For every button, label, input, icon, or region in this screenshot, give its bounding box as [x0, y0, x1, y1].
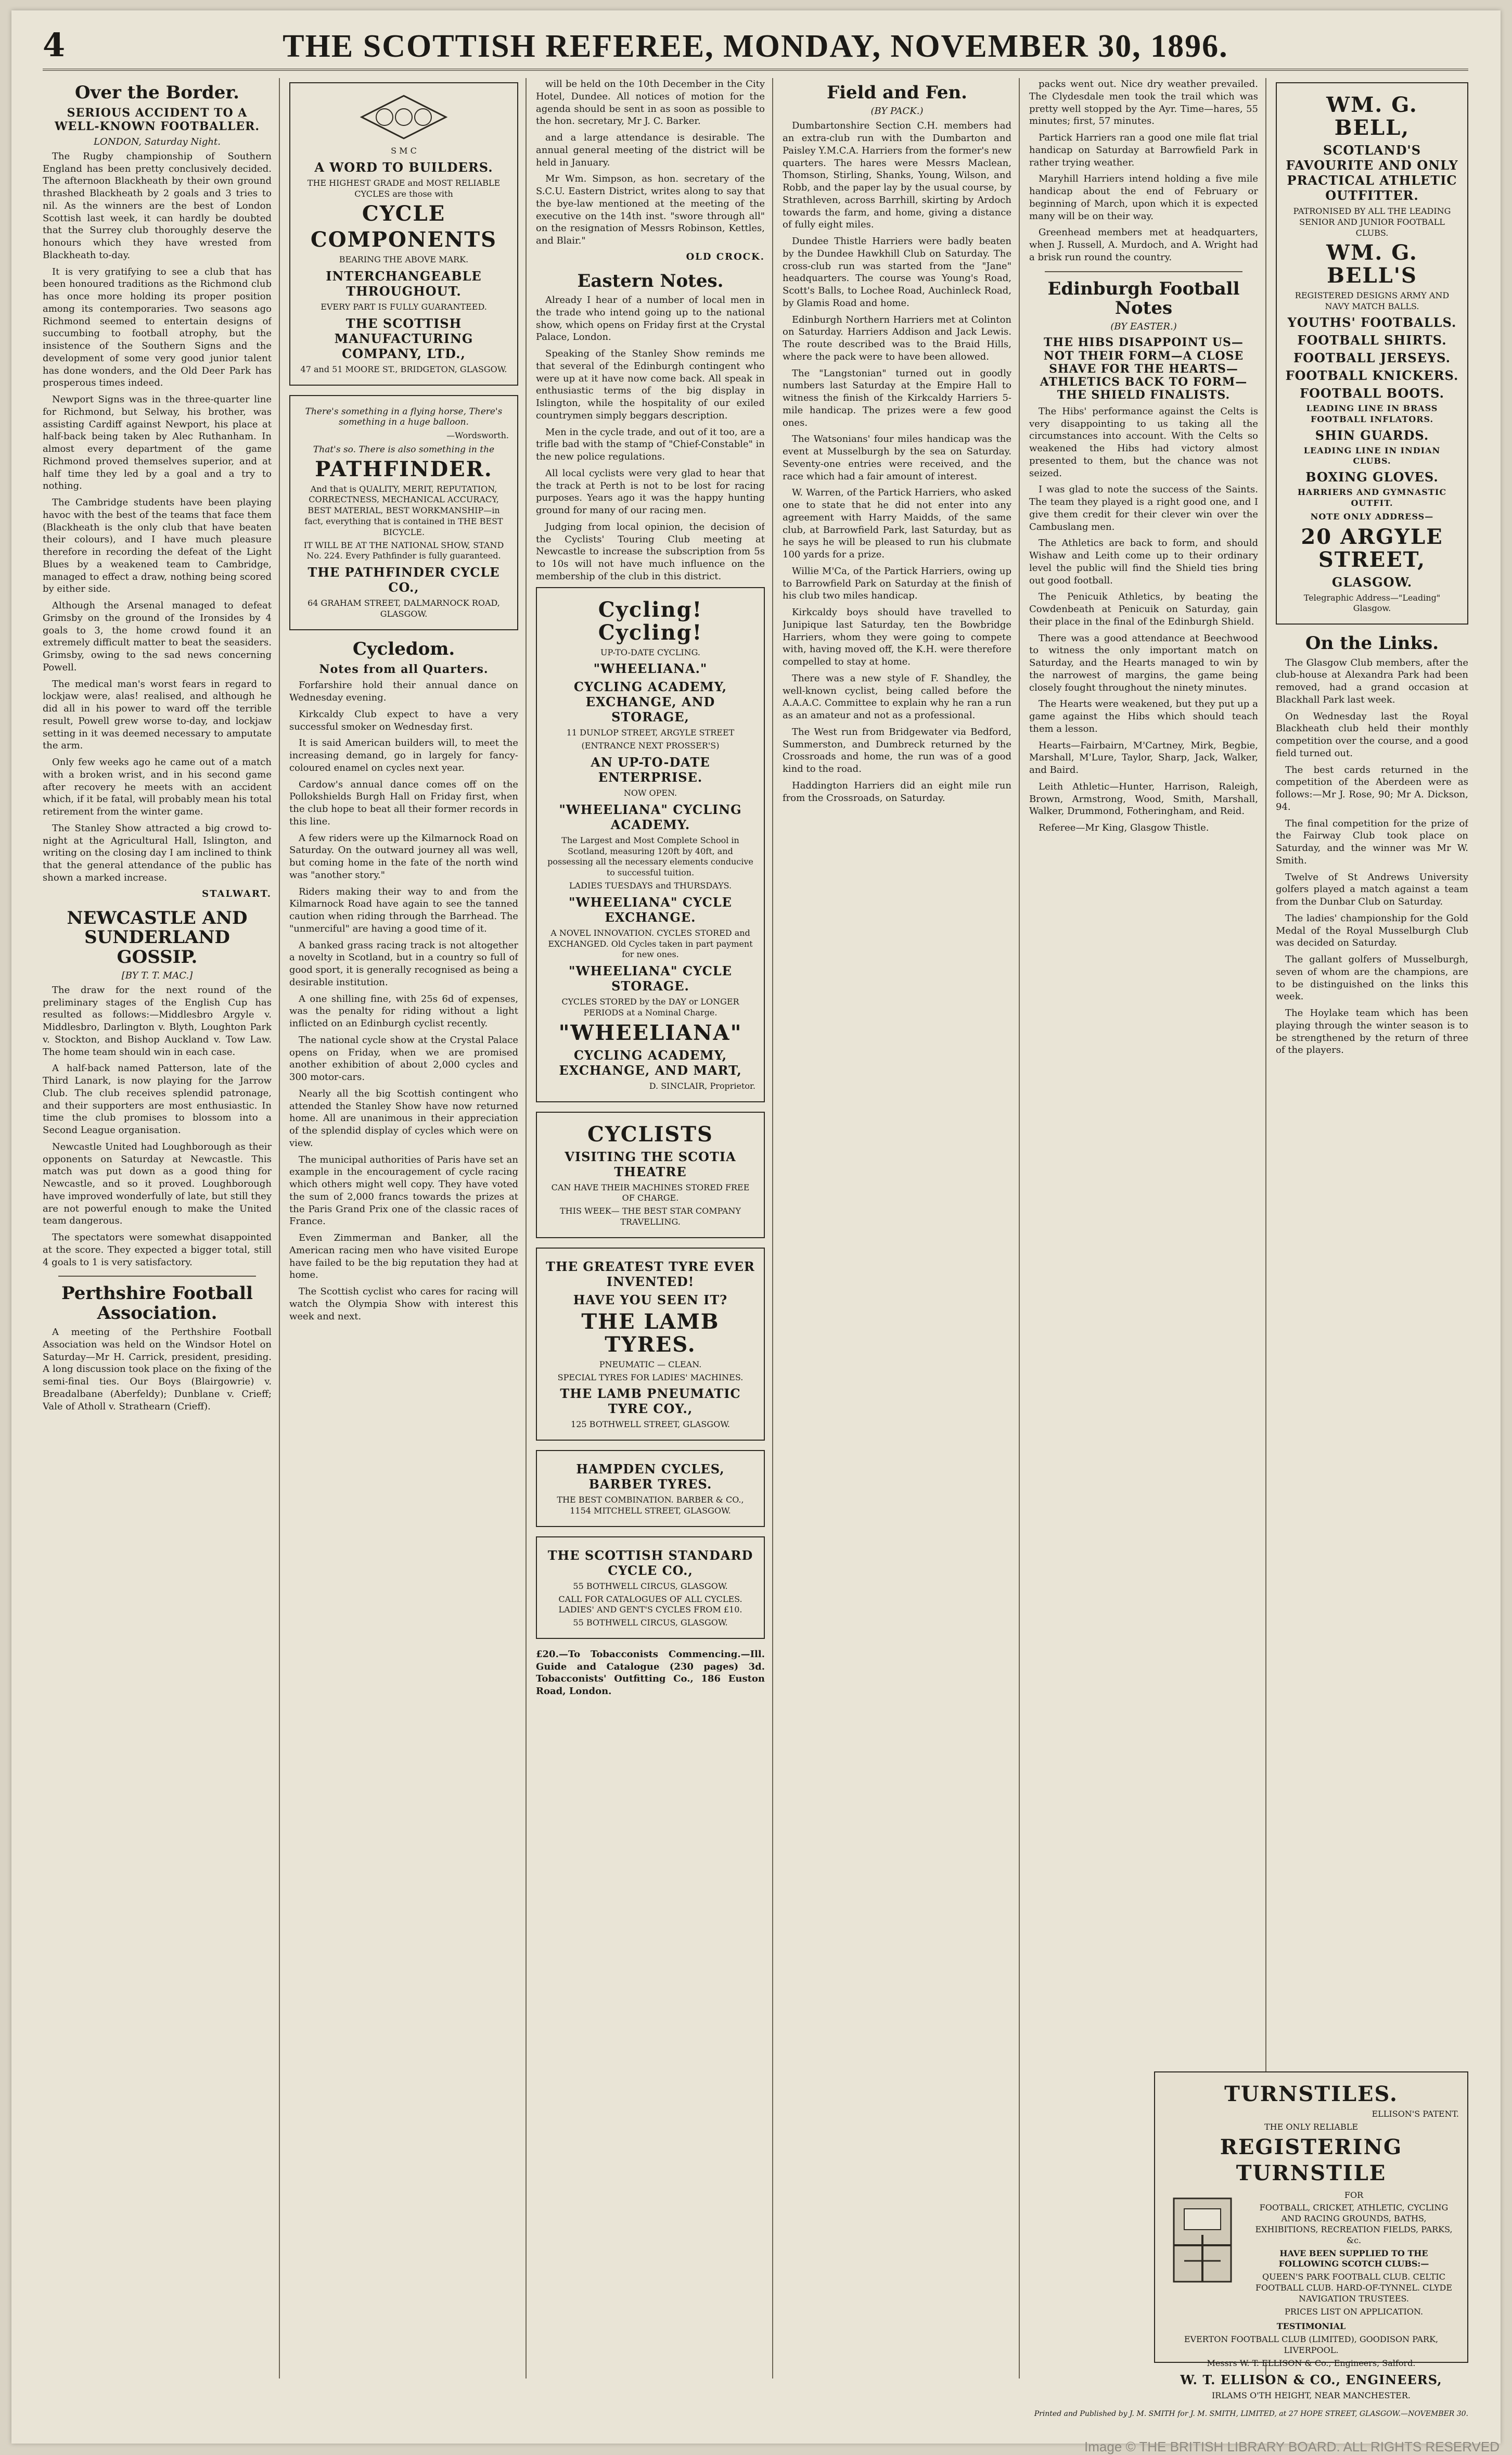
ad-text: And that is QUALITY, MERIT, REPUTATION, CORRECTNESS, MECHANICAL ACCURACY, BEST MATERIAL, BEST WORKMANSHIP—in fact, everything that is contained in THE BEST BICYCLE.	[304, 484, 503, 537]
ad-product: LEADING LINE IN BRASS FOOTBALL INFLATORS.	[1306, 403, 1438, 424]
paragraph: The Scottish cyclist who cares for racing will watch the Olympia Show with interest this week and next.	[289, 1286, 518, 1322]
article-subheading: THE HIBS DISAPPOINT US—NOT THEIR FORM—A CLOSE SHAVE FOR THE HEARTS—ATHLETICS BACK TO FORM—THE SHIELD FINALISTS.	[1040, 336, 1248, 402]
paragraph: Edinburgh Northern Harriers met at Colinton on Saturday. Harriers Addison and Jack Lewis. The route described was to the Braid Hills, where the pack were to have been allowed.	[783, 314, 1011, 362]
article-heading: Field and Fen.	[826, 82, 968, 103]
ad-text: QUEEN'S PARK FOOTBALL CLUB. CELTIC FOOTBALL CLUB. HARD-OF-TYNNEL. CLYDE NAVIGATION TRUSTEES.	[1255, 2272, 1453, 2304]
column-6	[1276, 78, 1468, 2056]
ad-quote-attribution: —Wordsworth.	[446, 430, 509, 440]
paragraph: Partick Harriers ran a good one mile flat trial handicap on Saturday at Barrowfield Park in rather trying weather.	[1029, 132, 1258, 168]
ad-address: 64 GRAHAM STREET, DALMARNOCK ROAD, GLASGOW.	[307, 598, 500, 619]
ad-headline: PATHFINDER.	[315, 456, 493, 481]
ad-text: THIS WEEK— THE BEST STAR COMPANY TRAVELLING.	[560, 1206, 741, 1227]
paragraph: The Stanley Show attracted a big crowd to-night at the Agricultural Hall, Islington, and writing on the closing day I am inclined to think that the general attendance of the public has shown a marked increase.	[43, 822, 272, 883]
ad-heading: "WHEELIANA" CYCLE STORAGE.	[569, 963, 732, 994]
ad-heading: VISITING THE SCOTIA THEATRE	[565, 1149, 736, 1179]
author-signature: OLD CROCK.	[686, 251, 765, 262]
paragraph: Referee—Mr King, Glasgow Thistle.	[1039, 822, 1209, 834]
article-heading: Eastern Notes.	[577, 270, 724, 291]
paragraph: Speaking of the Stanley Show reminds me that several of the Edinburgh contingent who were up at it have now come back. All speak in enthusiastic terms of the big display in Islington, while the hospitality of our exiled countrymen simply beggars description.	[536, 348, 765, 421]
ad-brand: "WHEELIANA."	[593, 661, 708, 677]
ad-address: 55 BOTHWELL CIRCUS, GLASGOW.	[573, 1618, 728, 1628]
byline: (BY PACK.)	[870, 106, 924, 117]
paragraph: Dundee Thistle Harriers were badly beaten by the Dundee Hawkhill Club on Saturday. The cross-club run was started from the "Jane" headquarters. The course was Young's Road, Scott's Balls, to Lochee Road, Auchinleck Road, by Glamis Road and home.	[783, 236, 1011, 309]
standard-cycle-advertisement	[536, 1536, 765, 1639]
paragraph: The final competition for the prize of the Fairway Club took place on Saturday, and the winner was Mr W. Smith.	[1276, 818, 1468, 866]
ad-text: SPECIAL TYRES FOR LADIES' MACHINES.	[557, 1372, 744, 1382]
ad-text: PATRONISED BY ALL THE LEADING SENIOR AND JUNIOR FOOTBALL CLUBS.	[1293, 206, 1451, 238]
lamb-tyres-advertisement	[536, 1248, 765, 1441]
paragraph: and a large attendance is desirable. The annual general meeting of the district will be held in January.	[536, 132, 765, 168]
ad-company: THE LAMB PNEUMATIC TYRE COY.,	[560, 1386, 741, 1417]
ad-text: THE HIGHEST GRADE and MOST RELIABLE CYCLES are those with	[307, 177, 501, 199]
ad-product: FOOTBALL JERSEYS.	[1293, 350, 1451, 365]
ad-headline: REGISTERING	[1220, 2134, 1403, 2159]
column-5	[1029, 78, 1258, 2378]
ad-company: W. T. ELLISON & CO., ENGINEERS,	[1180, 2372, 1442, 2387]
printer-imprint: Printed and Published by J. M. SMITH for J. M. SMITH, LIMITED, at 27 HOPE STREET, GLASGOW.—NOVEMBER 30.	[1034, 2410, 1468, 2418]
paragraph: A one shilling fine, with 25s 6d of expenses, was the penalty for riding without a light inflicted on an Edinburgh cyclist recently.	[289, 993, 518, 1029]
ad-product: HARRIERS AND GYMNASTIC OUTFIT.	[1297, 487, 1447, 508]
paragraph: There was a good attendance at Beechwood to witness the only important match on Saturday, and the Hearts managed to win by the narrowest of margins, the game being closely fought throughout the ninety minutes.	[1029, 632, 1258, 693]
ad-address: 125 BOTHWELL STREET, GLASGOW.	[571, 1419, 730, 1430]
paragraph: The Hibs' performance against the Celts is very disappointing to us taking all the circumstances into account. With the Celts so weakened the Hibs had victory almost presented to them, but the chance was not seized.	[1029, 405, 1258, 479]
paragraph: Riders making their way to and from the Kilmarnock Road have again to see the tanned caution when riding through the Barrhead. The "unmerciful" are having a good time of it.	[289, 886, 518, 934]
newspaper-title: THE SCOTTISH REFEREE, MONDAY, NOVEMBER 30, 1896.	[283, 29, 1228, 64]
ad-headline: TURNSTILES.	[1224, 2082, 1398, 2106]
logo-text: S M C	[391, 146, 417, 156]
paragraph: Leith Athletic—Hunter, Harrison, Raleigh, Brown, Armstrong, Wood, Smith, Marshall, Walker, Drummond, Fotheringham, and Reid.	[1029, 781, 1258, 817]
paragraph: The Glasgow Club members, after the club-house at Alexandra Park had been removed, had a grand occasion at Blackhall Park last week.	[1276, 657, 1468, 705]
ad-address: IRLAMS O'TH HEIGHT, NEAR MANCHESTER.	[1211, 2390, 1411, 2400]
wheeliana-advertisement	[536, 587, 765, 1102]
paragraph: On Wednesday last the Royal Blackheath club held their monthly competition over the course, and a good field turned out.	[1276, 710, 1468, 759]
paragraph: The Athletics are back to form, and should Wishaw and Leith come up to their ordinary level the public will find the Shield ties bring out good football.	[1029, 538, 1258, 586]
scotia-advertisement	[536, 1112, 765, 1238]
ad-heading: THE GREATEST TYRE EVER INVENTED!	[546, 1258, 755, 1289]
paragraph: Kirkcaldy Club expect to have a very successful smoker on Wednesday first.	[289, 708, 518, 732]
paragraph: All local cyclists were very glad to hear that the track at Perth is not to be lost for racing purposes. Years ago it was the happy hunting ground for many of our racing men.	[536, 467, 765, 516]
ad-headline: WM. G. BELL,	[1326, 93, 1418, 140]
paragraph: Judging from local opinion, the decision of the Cyclists' Touring Club meeting at Newcastle to increase the subscription from 5s to 10s will not have much influence on the membership of the club in this district.	[536, 521, 765, 582]
column-3	[536, 78, 765, 2378]
classified-notice: £20.—To Tobacconists Commencing.—Ill. Guide and Catalogue (230 pages) 3d. Tobacconists' Outfitting Co., 186 Euston Road, London.	[536, 1648, 765, 1697]
ad-headline: THE LAMB TYRES.	[581, 1309, 720, 1357]
article-heading: Edinburgh Football Notes	[1047, 278, 1240, 319]
paragraph: The Rugby championship of Southern England has been pretty conclusively decided. The afternoon Blackheath by their own ground thrashed Blackheath by 2 goals and 3 tries to nil. As the winners are the best of London Scottish last week, it can hardly be doubted that the Surrey club thoroughly deserve the honours which they have wrested from Blackheath to-day.	[43, 150, 272, 261]
ad-product: SHIN GUARDS.	[1315, 427, 1429, 443]
ad-heading: INTERCHANGEABLE THROUGHOUT.	[326, 269, 482, 299]
ad-text: NOW OPEN.	[623, 788, 677, 798]
paragraph: packs went out. Nice dry weather prevailed. The Clydesdale men took the trail which was pretty well stopped by the Ayr. Time—hares, 55 minutes; first, 57 minutes.	[1029, 79, 1258, 127]
ad-address: 55 BOTHWELL CIRCUS, GLASGOW.	[573, 1581, 728, 1591]
paragraph: Newcastle United had Loughborough as their opponents on Saturday at Newcastle. This match was put down as a good thing for Newcastle, and so it proved. Loughborough have improved wonderfully of late, but still they are not powerful enough to make the United team dangerous.	[43, 1141, 272, 1227]
ad-product: BOXING GLOVES.	[1305, 469, 1439, 485]
ad-text: A NOVEL INNOVATION. CYCLES STORED and EXCHANGED. Old Cycles taken in part payment for new ones.	[548, 927, 753, 960]
ad-heading: CYCLING ACADEMY, EXCHANGE, AND MART,	[559, 1047, 742, 1078]
ad-text: HAVE BEEN SUPPLIED TO THE FOLLOWING SCOTCH CLUBS:—	[1278, 2248, 1429, 2269]
smc-logo-icon	[360, 94, 448, 141]
paragraph: The ladies' championship for the Gold Medal of the Royal Musselburgh Club was decided on Saturday.	[1276, 912, 1468, 949]
ad-text: EVERY PART IS FULLY GUARANTEED.	[321, 302, 487, 312]
paragraph: Kirkcaldy boys should have travelled to Junipique last Saturday, ten the Bowbridge Harriers, whom they were going to compete with, having moved off, the K.H. were therefore compelled to stay at home.	[783, 607, 1011, 668]
column-4	[783, 78, 1011, 2378]
ad-company: THE SCOTTISH MANUFACTURING COMPANY, LTD.,	[334, 315, 473, 361]
paragraph: There was a new style of F. Shandley, the well-known cyclist, being called before the A.A.A.C. Committee to explain why he ran a run as an amateur and not as a professional.	[783, 672, 1011, 721]
paragraph: Although the Arsenal managed to defeat Grimsby on the ground of the Ironsides by 4 goals to 3, the home crowd found it an extremely difficult matter to beat the seasiders. Grimsby, owing to the sad news concerning Powell.	[43, 600, 272, 673]
divider	[58, 1276, 256, 1277]
ad-product: FOOTBALL BOOTS.	[1300, 385, 1444, 401]
paragraph: Haddington Harriers did an eight mile run from the Crossroads, on Saturday.	[783, 780, 1011, 804]
ad-headline: CYCLE	[362, 201, 446, 226]
paragraph: The Cambridge students have been playing havoc with the best of the teams that face them (Blackheath is the only club that have beaten their colours), and I have much pleasure therefore in recording the defeat of the Light Blues by a weakened team to Cambridge, managed to effect a draw, nothing being scored by either side.	[43, 497, 272, 595]
page-number: 4	[43, 26, 66, 64]
paragraph: Newport Signs was in the three-quarter line for Richmond, but Selway, his brother, was assisting Cardiff against Newport, his place at half-back being taken by Alec Ruthanham. In almost every department of the game Richmond proved themselves superior, and at half time they led by a goal and a try to nothing.	[43, 394, 272, 492]
paragraph: Forfarshire hold their annual dance on Wednesday evening.	[289, 680, 518, 704]
byline: (BY EASTER.)	[1110, 321, 1177, 333]
ad-headline: "WHEELIANA"	[558, 1020, 742, 1045]
ad-headline: TURNSTILE	[1236, 2160, 1387, 2185]
article-heading: On the Links.	[1305, 633, 1439, 654]
paragraph: Already I hear of a number of local men in the trade who intend going up to the national show, which opens on Friday first at the Crystal Palace, London.	[536, 295, 765, 343]
ad-text: THE ONLY RELIABLE	[1264, 2121, 1359, 2132]
column-rule	[1019, 78, 1020, 2378]
paragraph: Twelve of St Andrews University golfers played a match against a team from the Dunbar Club on Saturday.	[1276, 871, 1468, 908]
ad-text: THE BEST COMBINATION. BARBER & CO., 1154 MITCHELL STREET, GLASGOW.	[557, 1495, 744, 1516]
ad-product: FOOTBALL KNICKERS.	[1285, 367, 1459, 383]
smc-advertisement	[289, 82, 518, 386]
ad-text: NOTE ONLY ADDRESS—	[1310, 511, 1434, 521]
column-rule	[279, 78, 280, 2378]
ad-text: That's so. There is also something in the	[313, 444, 495, 455]
ad-text: BEARING THE ABOVE MARK.	[339, 255, 469, 265]
ad-text: (ENTRANCE NEXT PROSSER'S)	[581, 741, 720, 751]
paragraph: Greenhead members met at headquarters, when J. Russell, A. Murdoch, and A. Wright had a brisk run round the country.	[1029, 227, 1258, 263]
ad-text: Messrs W. T. ELLISON & Co., Engineers, Salford.	[1207, 2358, 1416, 2368]
turnstile-illustration-icon	[1163, 2188, 1241, 2292]
ad-address: GLASGOW.	[1331, 574, 1413, 590]
ad-text: CAN HAVE THEIR MACHINES STORED FREE OF CHARGE.	[551, 1182, 750, 1203]
ad-heading: "WHEELIANA" CYCLING ACADEMY.	[559, 802, 742, 832]
article-heading: Cycledom.	[352, 638, 455, 659]
article-heading: Over the Border.	[74, 82, 239, 103]
paragraph: It is very gratifying to see a club that has been honoured traditions as the Richmond club has once more holding its proper position among its contemporaries. Two seasons ago Richmond seemed to entertain designs of succumbing to football atrophy, but the insistence of the Southern Signs and the development of some very good junior talent has done wonders, and the Old Deer Park has prosperous times indeed.	[43, 266, 272, 389]
paragraph: Hearts—Fairbairn, M'Cartney, Mirk, Begbie, Marshall, M'Lure, Taylor, Sharp, Jack, Walker, and Baird.	[1029, 740, 1258, 776]
hampden-advertisement	[536, 1450, 765, 1527]
ad-heading: HAMPDEN CYCLES, BARBER TYRES.	[576, 1461, 725, 1492]
paragraph: Dumbartonshire Section C.H. members had an extra-club run with the Dumbarton and Paisley Y.M.C.A. Harriers from the former's new quarters. The hares were Messrs Maclean, Thomson, Stirling, Shanks, Young, Wilson, and Robb, and the paper lay by the usual course, by Strathleven, across Barrhill, skirting by Ardoch towards the farm, and home, giving a distance of fully eight miles.	[783, 120, 1011, 231]
paragraph: Even Zimmerman and Banker, all the American racing men who have visited Europe have failed to be the big reputation they had at home.	[289, 1232, 518, 1281]
masthead	[43, 21, 1468, 71]
paragraph: will be held on the 10th December in the City Hotel, Dundee. All notices of motion for the agenda should be sent in as soon as possible to the hon. secretary, Mr J. C. Barker.	[536, 79, 765, 127]
turnstile-advertisement	[1154, 2071, 1468, 2400]
paragraph: A half-back named Patterson, late of the Third Lanark, is now playing for the Jarrow Club. The club receives splendid patronage, and their supporters are most enthusiastic. In time the club promises to blossom into a Second League organisation.	[43, 1063, 272, 1136]
paragraph: Nearly all the big Scottish contingent who attended the Stanley Show have now returned home. All are unanimous in their appreciation of the splendid display of cycles which were on view.	[289, 1088, 518, 1149]
paragraph: Men in the cycle trade, and out of it too, are a trifle bad with the stamp of "Chief-Constable" in the new police regulations.	[536, 426, 765, 463]
byline: [BY T. T. MAC.]	[121, 970, 193, 981]
paragraph: A few riders were up the Kilmarnock Road on Saturday. On the outward journey all was well, but coming home in the fate of the north wind was "another story."	[289, 832, 518, 881]
ad-product: LEADING LINE IN INDIAN CLUBS.	[1303, 445, 1441, 466]
ad-heading: "WHEELIANA" CYCLE EXCHANGE.	[569, 894, 732, 925]
ad-address: 11 DUNLOP STREET, ARGYLE STREET	[566, 728, 735, 738]
paragraph: The national cycle show at the Crystal Palace opens on Friday, when we are promised another exhibition of about 2,000 cycles and 300 motor-cars.	[289, 1034, 518, 1083]
paragraph: The best cards returned in the competition of the Aberdeen were as follows:—Mr J. Rose, 90; Mr A. Dickson, 94.	[1276, 764, 1468, 812]
paragraph: The medical man's worst fears in regard to lockjaw were, alas! realised, and although he did all in his power to ward off the terrible result, Powell grew worse to-day, and lockjaw setting in it was deemed necessary to amputate the arm.	[43, 678, 272, 752]
ad-text: UP-TO-DATE CYCLING.	[600, 647, 700, 657]
paragraph: W. Warren, of the Partick Harriers, who asked one to state that he did not enter into any agreement with Harry Maidds, of the same club, at Barrowfield Park, last Saturday, but as he says he will be pleased to run his clubmate 100 yards for a prize.	[783, 487, 1011, 561]
ad-text: CYCLES STORED by the DAY or LONGER PERIODS at a Nominal Charge.	[561, 997, 739, 1017]
paragraph: The spectators were somewhat disappointed at the score. They expected a bigger total, still 4 goals to 1 is very satisfactory.	[43, 1232, 272, 1268]
pathfinder-advertisement	[289, 395, 518, 630]
ad-text: LADIES TUESDAYS and THURSDAYS.	[569, 881, 732, 891]
ad-company: THE PATHFINDER CYCLE CO.,	[307, 565, 500, 595]
paragraph: The gallant golfers of Musselburgh, seven of whom are the champions, are to be distinguished on the links this week.	[1276, 954, 1468, 1002]
paragraph: The Hoylake team which has been playing through the winter season is to be strengthened by the return of three of the players.	[1276, 1008, 1468, 1056]
ad-headline: CYCLISTS	[587, 1122, 713, 1147]
article-subheading: Notes from all Quarters.	[319, 663, 489, 677]
ad-quote: There's something in a flying horse, There's something in a huge balloon.	[305, 406, 503, 427]
ad-text: IT WILL BE AT THE NATIONAL SHOW, STAND No. 224. Every Pathfinder is fully guaranteed.	[303, 540, 504, 561]
ad-text: ELLISON'S PATENT.	[1372, 2109, 1459, 2119]
copyright-notice: Image © THE BRITISH LIBRARY BOARD. ALL RIGHTS RESERVED	[1084, 2439, 1500, 2454]
column-2	[289, 78, 518, 2378]
article-heading: NEWCASTLE AND SUNDERLAND GOSSIP.	[67, 907, 248, 968]
ad-text: FOR	[1344, 2190, 1364, 2200]
paragraph: The Penicuik Athletics, by beating the Cowdenbeath at Penicuik on Saturday, gain their place in the final of the Edinburgh Shield.	[1029, 591, 1258, 627]
paragraph: Maryhill Harriers intend holding a five mile handicap about the end of February or beginning of March, upon which it is expected many will be on their way.	[1029, 173, 1258, 222]
ad-proprietor: D. SINCLAIR, Proprietor.	[649, 1080, 755, 1091]
ad-text: PNEUMATIC — CLEAN.	[599, 1359, 702, 1369]
ad-product: FOOTBALL SHIRTS.	[1297, 332, 1447, 348]
paragraph: The municipal authorities of Paris have set an example in the encouragement of cycle racing which others might well copy. They have voted the sum of 2,000 francs towards the prizes at the Paris Grand Prix one of the classic races of France.	[289, 1154, 518, 1227]
paragraph: Willie M'Ca, of the Partick Harriers, owing up to Barrowfield Park on Saturday at the finish of his club two miles handicap.	[783, 565, 1011, 602]
bell-advertisement	[1276, 82, 1468, 625]
paragraph: A banked grass racing track is not altogether a novelty in Scotland, but in a country so full of good sport, it is generally recognised as being a desirable institution.	[289, 939, 518, 988]
ad-text: The Largest and Most Complete School in Scotland, measuring 120ft by 40ft, and possessing all the necessary elements conducive to successful tuition.	[547, 835, 753, 878]
ad-text: REGISTERED DESIGNS ARMY AND NAVY MATCH BALLS.	[1295, 290, 1450, 312]
ad-text: EVERTON FOOTBALL CLUB (LIMITED), GOODISON PARK, LIVERPOOL.	[1184, 2334, 1439, 2355]
paragraph: The draw for the next round of the preliminary stages of the English Cup has resulted as follows:—Middlesbro Argyle v. Middlesbro, Darlington v. Blyth, Loughton Park v. Stockton, and Bishop Auckland v. Tow Law. The home team should win in each case.	[43, 984, 272, 1058]
paragraph: Only few weeks ago he came out of a match with a broken wrist, and in his second game after recovery he meets with an accident which, if it be fatal, will probably mean his total retirement from the winter game.	[43, 757, 272, 818]
ad-heading: HAVE YOU SEEN IT?	[573, 1292, 728, 1307]
ad-text: PRICES LIST ON APPLICATION.	[1284, 2306, 1424, 2317]
paragraph: I was glad to note the success of the Saints. The team they played is a right good one, and I give them credit for their clever win over the Cambuslang men.	[1029, 484, 1258, 532]
article-heading: Perthshire Football Association.	[61, 1283, 253, 1324]
column-rule	[772, 78, 773, 2378]
dateline: LONDON, Saturday Night.	[94, 136, 221, 147]
ad-heading: AN UP-TO-DATE ENTERPRISE.	[591, 755, 710, 785]
newspaper-page	[11, 10, 1501, 2444]
paragraph: The Watsonians' four miles handicap was the event at Musselburgh by the sea on Saturday. Seventy-one entries were received, and the race which had a fair amount of interest.	[783, 434, 1011, 482]
ad-text: CALL FOR CATALOGUES OF ALL CYCLES. LADIES' AND GENT'S CYCLES FROM £10.	[558, 1594, 742, 1615]
article-subheading: SERIOUS ACCIDENT TO A WELL-KNOWN FOOTBALLER.	[54, 106, 260, 133]
ad-headline: Cycling! Cycling!	[598, 597, 703, 645]
ad-company: THE SCOTTISH STANDARD CYCLE CO.,	[547, 1547, 753, 1578]
paragraph: Cardow's annual dance comes off on the Pollokshields Burgh Hall on Friday first, when the club hope to beat all their former records in this line.	[289, 779, 518, 827]
ad-text: FOOTBALL, CRICKET, ATHLETIC, CYCLING AND RACING GROUNDS, BATHS, EXHIBITIONS, RECREATION FIELDS, PARKS, &c.	[1255, 2203, 1453, 2245]
ad-telegraph: Telegraphic Address—"Leading" Glasgow.	[1303, 592, 1441, 614]
column-rule	[526, 78, 527, 2378]
author-signature: STALWART.	[202, 888, 272, 899]
ad-headline: COMPONENTS	[310, 227, 497, 252]
divider	[1045, 271, 1242, 272]
ad-address: 20 ARGYLE STREET,	[1301, 524, 1443, 572]
ad-heading: A WORD TO BUILDERS.	[314, 159, 493, 175]
paragraph: Mr Wm. Simpson, as hon. secretary of the S.C.U. Eastern District, writes along to say that the bye-law mentioned at the meeting of the executive on the 14th inst. "swore through all" on the resignation of Messrs Robinson, Kettles, and Blair."	[536, 173, 765, 246]
ad-address: 47 and 51 MOORE ST., BRIDGETON, GLASGOW.	[300, 364, 507, 374]
paragraph: It is said American builders will, to meet the increasing demand, go in largely for fancy-coloured enamel on cycles next year.	[289, 737, 518, 773]
column-rule	[1265, 78, 1266, 2378]
ad-heading: CYCLING ACADEMY, EXCHANGE, AND STORAGE,	[573, 679, 727, 725]
paragraph: The Hearts were weakened, but they put up a game against the Hibs which should teach them a lesson.	[1029, 698, 1258, 734]
ad-testimonial: TESTIMONIAL	[1276, 2321, 1346, 2332]
paragraph: The "Langstonian" turned out in goodly numbers last Saturday at the Empire Hall to witness the finish of the Kirkcaldy Harriers 5-mile handicap. The prizes were a few good ones.	[783, 367, 1011, 428]
ad-product: YOUTHS' FOOTBALLS.	[1287, 314, 1457, 330]
paragraph: The West run from Bridgewater via Bedford, Summerston, and Dumbreck returned by the Crossroads and home, the run was of a good kind to the road.	[783, 726, 1011, 775]
paragraph: A meeting of the Perthshire Football Association was held on the Windsor Hotel on Saturday—Mr H. Carrick, president, presiding. A long discussion took place on the fixing of the semi-final ties. Our Boys (Blairgowrie) v. Breadalbane (Aberfeldy); Dunblane v. Crieff; Vale of Atholl v. Strathearn (Crieff).	[43, 1327, 272, 1412]
column-1	[43, 78, 272, 2378]
ad-headline: WM. G. BELL'S	[1326, 240, 1418, 288]
ad-heading: SCOTLAND'S FAVOURITE AND ONLY PRACTICAL ATHLETIC OUTFITTER.	[1286, 143, 1458, 203]
